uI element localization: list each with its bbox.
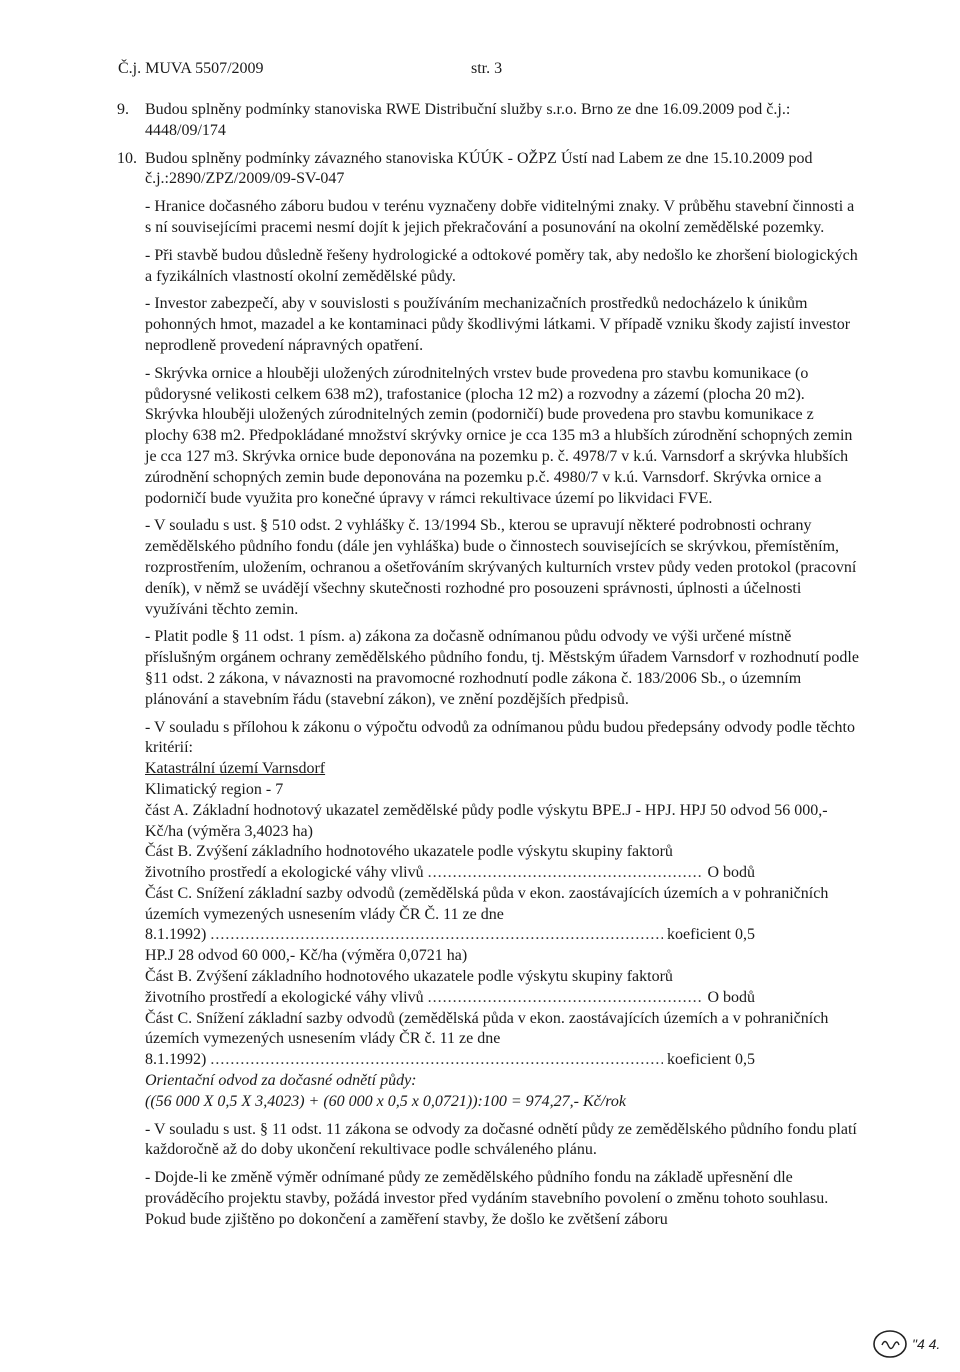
numbered-item-10 [117, 149, 860, 191]
document-body [117, 100, 860, 1238]
part-a: část A. Základní hodnotový ukazatel zemědělské půdy podle výskytu BPE.J - HPJ. HPJ 50 odvod 56 000,- Kč/ha (výměra 3,4023 ha) [145, 801, 828, 840]
leader-dots [428, 863, 704, 884]
reference-number: Č.j. MUVA 5507/2009 [118, 60, 264, 77]
cadastral-area-title: Katastrální území Varnsdorf [145, 760, 326, 778]
paragraph-area-change: - Dojde-li ke změně výměr odnímané půdy ze zemědělského půdního fondu na základě upřesnění dle prováděcího projektu stavby, požádá investor před vydáním stavebního povolení o změnu tohoto souhlasu. Pokud bude zjištěno po dokončení a zaměření stavby, že došlo ke zvětšení záboru [145, 1169, 829, 1228]
leader-text: životního prostředí a ekologické váhy vlivů [145, 988, 424, 1006]
paragraph-boundary-marking: - Hranice dočasného záboru budou v terénu vyznačeny dobře viditelnými znaky. V průběhu stavební činnosti a s ní souvisejícími pracemi nesmí dojít k jejich překračování a posunování na okolní zemědělské pozemky. [145, 198, 855, 236]
paragraph-topsoil-stripping: - Skrývka ornice a hlouběji uložených zúrodnitelných vrstev bude provedena pro stavbu komunikace (o půdorysné velikosti celkem 638 m2), trafostanice (plocha 12 m2) a rozvodny a zázemí (plocha 20 m2). Skrývka hlouběji uložených zúrodnitelných zemin (podorničí) bude provedena pro stavbu komunikace z plochy 638 m2. Předpokládané množství skrývky ornice je cca 135 m3 a hlubších zúrodnění schopných zemin je cca 127 m3. Skrývka ornice bude deponována na pozemku p. č. 4978/7 v k.ú. Varnsdorf a skrývka hlubších zúrodnění schopných zemin bude deponována na pozemku p.č. 4980/7 v k.ú. Varnsdorf. Skrývka ornice a podorničí bude využita pro konečné úpravy v rámci rekultivace území po likvidaci FVE. [145, 364, 853, 507]
orientation-levy-title: Orientační odvod za dočasné odnětí půdy: [145, 1072, 417, 1090]
levy-formula: ((56 000 X 0,5 X 3,4023) + (60 000 x 0,5 x 0,0721)):100 = 974,27,- Kč/rok [145, 1092, 626, 1110]
climate-region: Klimatický region - 7 [145, 780, 284, 798]
leader-text: životního prostředí a ekologické váhy vlivů [145, 864, 424, 882]
handwritten-stamp-icon [870, 1328, 910, 1360]
part-b2-leader [145, 988, 755, 1009]
leader-text: 8.1.1992) [145, 1051, 207, 1069]
numbered-item-9 [117, 100, 860, 142]
paragraph-annual-payment: - V souladu s ust. § 11 odst. 11 zákona se odvody za dočasné odnětí půdy ze zemědělského půdního fondu platí každoročně až do doby ukončení rekultivace podle schváleného plánu. [145, 1120, 857, 1159]
page-number: str. 3 [471, 60, 503, 77]
item-text: Budou splněny podmínky závazného stanoviska KÚÚK - OŽPZ Ústí nad Labem ze dne 15.10.2009 pod č.j.:2890/ZPZ/2009/09-SV-047 [145, 149, 813, 188]
leader-dots [428, 988, 704, 1009]
leader-dots [210, 925, 663, 946]
part-c2-leader [145, 1050, 755, 1071]
item-number: 9. [117, 101, 129, 118]
part-b1-leader [145, 863, 755, 884]
paragraph-protocol: - V souladu s ust. § 510 odst. 2 vyhlášky č. 13/1994 Sb., kterou se upravují některé podrobnosti ochrany zemědělského půdního fondu (dále jen vyhláška) bude o činnostech souvisejících se skrývkou, přemístěním, rozprostřením, uložením, ochranou a ošetřováním skrývaných kulturních vrstev půdy veden protokol (pracovní deník), v němž se uvádějí všechny skutečnosti rozhodné pro posouzeni správnosti, úplnosti a účelnosti využíváni těchto zemin. [145, 517, 857, 618]
part-b2-line: Část B. Zvýšení základního hodnotového ukazatele podle výskytu skupiny faktorů [145, 968, 673, 986]
part-b1-line: Část B. Zvýšení základního hodnotového ukazatele podle výskytu skupiny faktorů [145, 843, 673, 861]
leader-text: 8.1.1992) [145, 926, 207, 944]
item-text: Budou splněny podmínky stanoviska RWE Distribuční služby s.r.o. Brno ze dne 16.09.2009 pod č.j.: 4448/09/174 [145, 101, 791, 139]
part-c1-line: Část C. Snížení základní sazby odvodů (zemědělská půda v ekon. zaostávajících územích a v pohraničních územích vymezených usnesením vlády ČR Č. 11 ze dne [145, 884, 829, 923]
paragraph-contamination: - Investor zabezpečí, aby v souvislosti s používáním mechanizačních prostředků nedocházelo k únikům pohonných hmot, mazadel a ke kontaminaci půdy škodlivými látkami. V případě vzniku škody zajistí investor neprodleně provedení nápravných opatření. [145, 295, 851, 354]
paragraph-hydrology: - Při stavbě budou důsledně řešeny hydrologické a odtokové poměry tak, aby nedošlo ke zhoršení biologických a fyzikálních vlastností okolní zemědělské půdy. [145, 246, 858, 285]
hpj-28: HP.J 28 odvod 60 000,- Kč/ha (výměra 0,0721 ha) [145, 947, 468, 965]
leader-value: koeficient 0,5 [667, 1051, 755, 1069]
part-c1-leader [145, 925, 755, 946]
item-number: 10. [117, 149, 137, 167]
part-c2-line: Část C. Snížení základní sazby odvodů (zemědělská půda v ekon. zaostávajících územích a v pohraničních územích vymezených usnesením vlády ČR č. 11 ze dne [145, 1009, 829, 1048]
leader-value: O bodů [707, 988, 755, 1006]
handwritten-mark: "4 4. [912, 1336, 941, 1352]
paragraph-levy-payment: - Platit podle § 11 odst. 1 písm. a) zákona za dočasně odnímanou půdu odvody ve výši určené místně příslušným orgánem ochrany zemědělského půdního fondu, tj. Městským úřadem Varnsdorf v rozhodnutí podle §11 odst. 2 zákona, v návaznosti na pravomocné rozhodnutí podle zákona č. 183/2006 Sb., o územním plánování a stavebním řádu (stavební zákon), ve znění pozdějších předpisů. [145, 628, 859, 708]
leader-dots [210, 1050, 663, 1071]
calc-intro: - V souladu s přílohou k zákonu o výpočtu odvodů za odnímanou půdu budou předepsány odvody podle těchto kritérií: [145, 718, 855, 757]
leader-value: O bodů [707, 864, 755, 882]
leader-value: koeficient 0,5 [667, 926, 755, 944]
